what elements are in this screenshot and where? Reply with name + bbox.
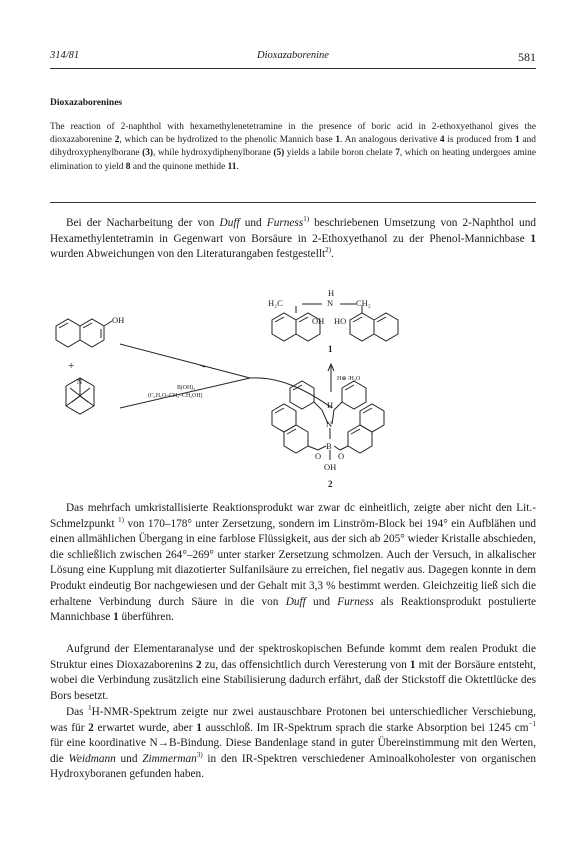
compound-1-label: 1	[328, 344, 333, 354]
body-paragraph-3: Das $^1$H-NMR-Spektrum zeigte nur zwei austauschbare Protonen bei unterschiedlicher Verschiebung, was für 2 erwartet wurde, aber 1 ausschloß. Im IR-Spektrum sprach die starke Absorption bei 1245 $cm^{-1}$ für eine koordinative N→B-Bindung. Diese Bandenlage stand in guter Übereinstimmung mit den Werten, die Weidmann und Zimmerman$^{3)}$ in den IR-Spektren verschiedener Aminoalkoholester von organischen Hydroxyboranen gefunden haben.	[50, 704, 537, 781]
mannich-h-label: H	[328, 288, 335, 298]
body-paragraph-2: Aufgrund der Elementaranalyse und der spektroskopischen Befunde kommt dem realen Produkt die Struktur eines Dioxazaborenins 2 zu, das offensichtlich durch Veresterung von 1 mit der Borsäure entsteht, wobei die Verbindung zusätzlich eine Stabilisierung dadurch erfährt, daß der Stickstoff die Oktettlücke des Bors besetzt.	[50, 643, 536, 702]
page-number: 581	[518, 50, 536, 64]
naphthol-structure	[56, 319, 112, 347]
mannich-oh-label: OH	[312, 316, 325, 326]
body-paragraph-1: Das mehrfach umkristallisierte Reaktionsprodukt war zwar dc einheitlich, zeigte aber nicht den Lit.-Schmelzpunkt $^{1)}$ von 170–178° unter Zersetzung, sondern im Linström-Block bei 194° ein Aufblähen und einen allmählichen Übergang in eine farblose Flüssigkeit, aus der sich ab 205° wieder Kristalle abschieden, die schließlich zwischen 264°–269° unter starker Zersetzung schmolzen. Auch der Versuch, in alkalischer Lösung eine Kupplung mit diazotierter Sulfanilsäure zu erreichen, fiel negativ aus. Dagegen konnte in dem Produkt eindeutig Bor nachgewiesen und der Gehalt mit 3,3 % bestimmt werden. Gleichzeitig ließ sich die erhaltene Verbindung durch Säure in die von Duff und Furness als Reaktionsprodukt postulierte Mannichbase 1 überführen.	[50, 502, 536, 624]
mannich-n-label: N	[327, 298, 334, 308]
plus-sign: +	[68, 360, 75, 372]
reaction-scheme	[50, 276, 536, 498]
borenine-b-label: B	[326, 441, 332, 451]
reagent-solvent: (C₂H₅O–CH₂–CH₂OH)	[148, 393, 203, 399]
mannich-ch2-label: CH₂	[356, 298, 371, 308]
abstract-text: The reaction of 2-naphthol with hexamethylenetetramine in the presence of boric acid in 2-ethoxyethanol gives the dioxazaborenine 2, which can be hydrolized to the phenolic Mannich base 1. An analogous derivative 4 is produced from 1 and dihydroxyphenylborane (3), while hydroxydiphenylborane (5) yields a labile boron chelate 7, which on heating undergoes amine elimination to yield 8 and the quinone methide 11.	[50, 122, 537, 172]
borenine-o-left-label: O	[315, 451, 322, 461]
borenine-oh-label: OH	[324, 462, 337, 472]
header-title: Dioxazaborenine	[257, 50, 329, 61]
reagent-boric-acid: B(OH)₃	[177, 385, 196, 391]
abstract-title: Dioxazaborenines	[50, 98, 123, 108]
abstract-rule	[50, 202, 536, 203]
mannich-ho-label: HO	[334, 316, 347, 326]
hydrolysis-arrow	[328, 364, 334, 392]
running-header	[50, 50, 536, 66]
hydrolysis-label: H⊕ /H₂O	[337, 376, 361, 382]
borenine-o-right-label: O	[338, 451, 345, 461]
mannich-h2c-label: H₂C	[268, 298, 283, 308]
borenine-n-label: N	[326, 419, 333, 429]
compound-2-label: 2	[328, 479, 333, 489]
naphthol-oh-label: OH	[112, 315, 125, 325]
header-journal-ref: 314/81	[50, 50, 80, 61]
intro-paragraph: Bei der Nacharbeitung der von Duff und Furness$^{1)}$ beschriebenen Umsetzung von 2-Naphthol und Hexamethylentetramin in Gegenwart von Borsäure in 2-Ethoxyethanol zu der Phenol-Mannichbase 1 wurden Abweichungen von den Literaturangaben festgestellt$^{2)}$.	[50, 215, 537, 261]
header-rule	[50, 68, 536, 69]
hmta-n-label: N	[77, 378, 83, 386]
borenine-h-label: H	[327, 400, 334, 410]
